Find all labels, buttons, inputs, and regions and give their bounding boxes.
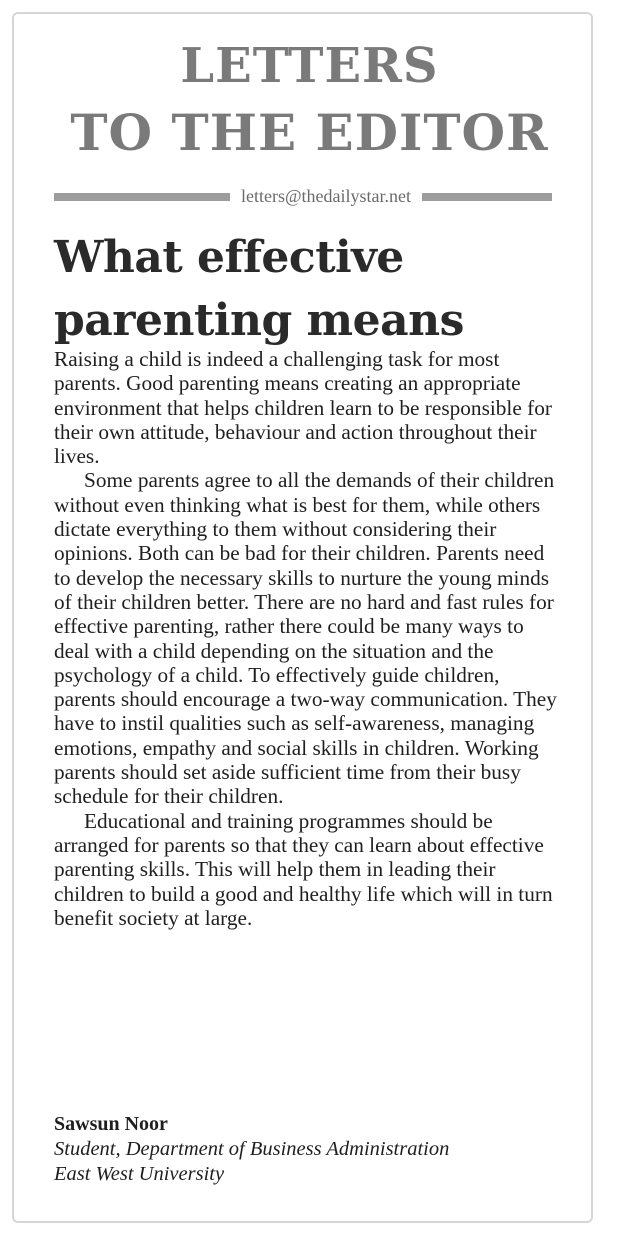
editor-email: letters@thedailystar.net — [240, 186, 412, 206]
paragraph-1: Raising a child is indeed a challenging task for most parents. Good parenting means creating an appropriate environment that helps children learn to be responsible for their own attitude, behaviour and action throughout their lives. — [54, 347, 552, 469]
letter-body — [54, 347, 560, 930]
paragraph-3: Educational and training programmes should be arranged for parents so that they can learn about effective parenting skills. This will help them in leading their children to build a good and healthy life which will in turn benefit society at large. — [54, 808, 553, 930]
email-row — [44, 183, 554, 213]
section-title-line1: LETTERS — [180, 38, 439, 94]
author-institution: East West University — [54, 1163, 225, 1185]
paragraph-2: Some parents agree to all the demands of their children without even thinking what is best for them, while others dictate everything to them without considering their opinions. Both can be bad for their children. Parents need to develop the necessary skills to nurture the young minds of their children better. There are no hard and fast rules for effective parenting, rather there could be many ways to deal with a child depending on the situation and the psychology of a child. To effectively guide children, parents should encourage a two-way communication. They have to instil qualities such as self-awareness, managing emotions, empathy and social skills in children. Working parents should set aside sufficient time from their busy schedule for their children. — [54, 468, 557, 809]
author-title: Student, Department of Business Administration — [54, 1138, 450, 1160]
letter-headline: What effective parenting means — [54, 232, 464, 346]
author-name: Sawsun Noor — [54, 1113, 168, 1135]
signature-block — [54, 1111, 574, 1187]
left-divider — [54, 193, 230, 201]
right-divider — [422, 193, 552, 201]
section-title-line2: TO THE EDITOR — [70, 103, 549, 162]
